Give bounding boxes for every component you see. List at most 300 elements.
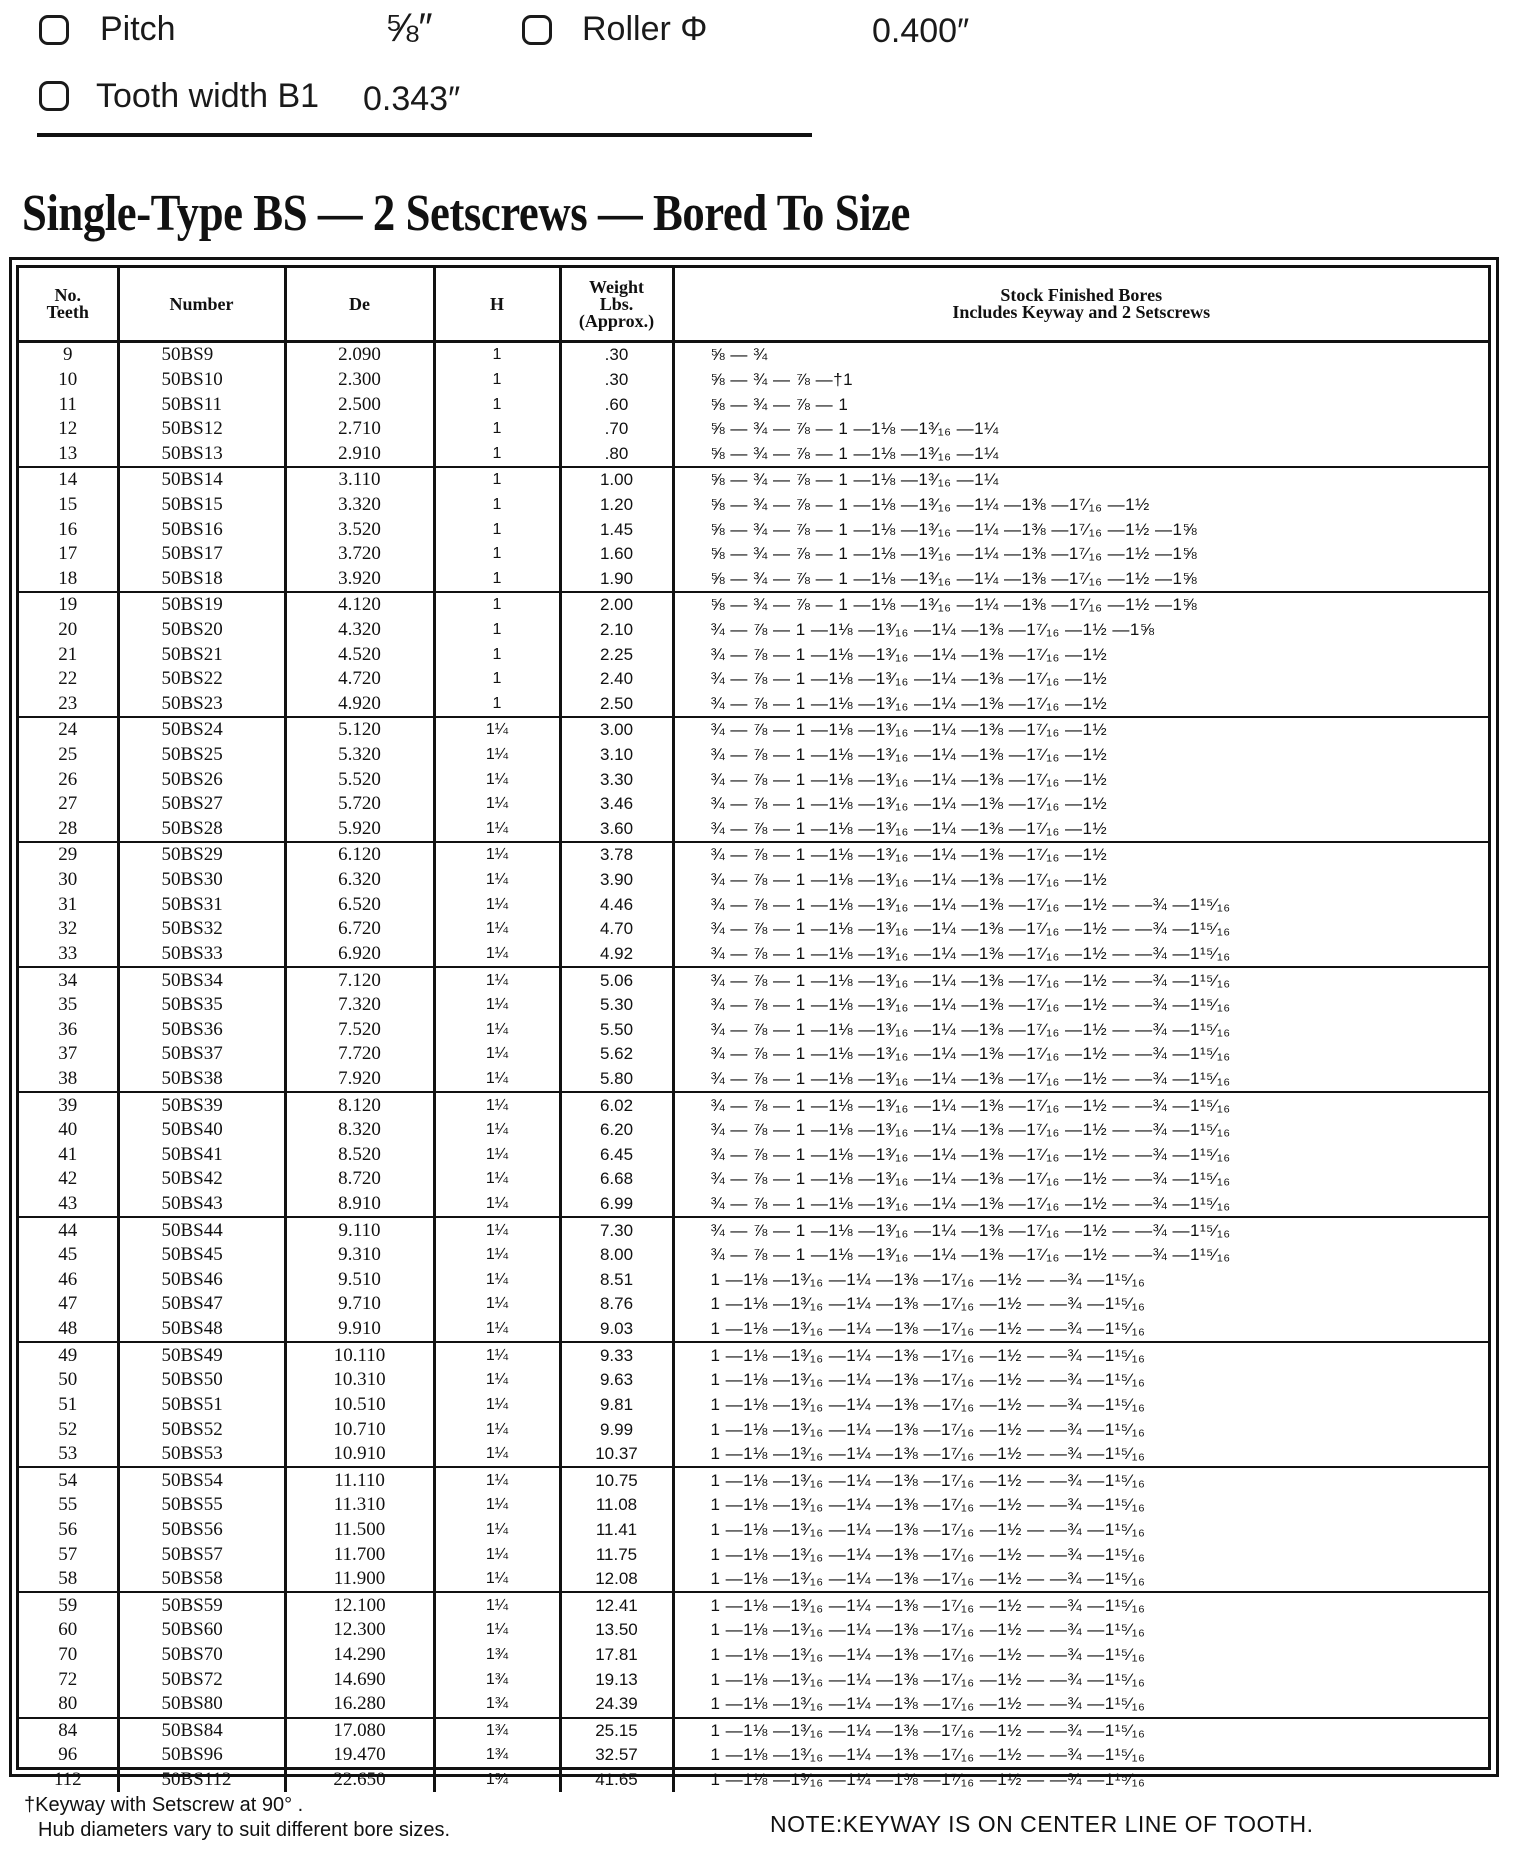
cell-number: 50BS57 <box>118 1542 285 1567</box>
cell-weight: 2.00 <box>560 592 673 618</box>
cell-h: 1¼ <box>434 1368 560 1393</box>
table-row <box>19 1643 1488 1668</box>
cell-teeth: 112 <box>53 1769 82 1791</box>
tooth-width-checkbox[interactable] <box>39 81 69 111</box>
cell-weight: 13.50 <box>560 1618 673 1643</box>
cell-de: 14.290 <box>285 1643 434 1668</box>
cell-de: 3.920 <box>285 566 434 592</box>
cell-teeth: 60 <box>58 1619 78 1641</box>
cell-bores: ⅝ — ¾ — ⅞ — 1 <box>673 392 1488 417</box>
cell-h: 1 <box>434 368 560 393</box>
cell-bores: ¾ — ⅞ — 1 —1⅛ —1³⁄₁₆ —1¼ —1⅜ —1⁷⁄₁₆ —1½ — —¾ —1¹⁵⁄₁₆ <box>673 1092 1488 1118</box>
roller-value: 0.400″ <box>872 12 970 50</box>
cell-bores: ¾ — ⅞ — 1 —1⅛ —1³⁄₁₆ —1¼ —1⅜ —1⁷⁄₁₆ —1½ — —¾ —1¹⁵⁄₁₆ <box>673 1217 1488 1243</box>
cell-h: 1¾ <box>434 1643 560 1668</box>
cell-bores: 1 —1⅛ —1³⁄₁₆ —1¼ —1⅜ —1⁷⁄₁₆ —1½ — —¾ —1¹⁵⁄₁₆ <box>673 1467 1488 1493</box>
cell-bores: ¾ — ⅞ — 1 —1⅛ —1³⁄₁₆ —1¼ —1⅜ —1⁷⁄₁₆ —1½ <box>673 792 1488 817</box>
cell-h: 1 <box>434 692 560 718</box>
cell-number: 50BS54 <box>118 1467 285 1493</box>
cell-number: 50BS10 <box>118 368 285 393</box>
sprocket-table <box>16 265 1491 1791</box>
cell-de: 14.690 <box>285 1667 434 1692</box>
cell-h: 1 <box>434 392 560 417</box>
cell-weight: 1.60 <box>560 542 673 567</box>
cell-h: 1¼ <box>434 792 560 817</box>
cell-weight: 6.68 <box>560 1167 673 1192</box>
cell-weight: 4.46 <box>560 892 673 917</box>
cell-h: 1¼ <box>434 1292 560 1317</box>
cell-h: 1¼ <box>434 842 560 868</box>
table-row <box>19 1143 1488 1168</box>
cell-number: 50BS14 <box>118 467 285 493</box>
cell-teeth: 13 <box>19 441 118 467</box>
table-row <box>19 1692 1488 1718</box>
cell-h: 1¼ <box>434 1217 560 1243</box>
cell-de: 10.710 <box>285 1417 434 1442</box>
cell-number: 50BS26 <box>118 767 285 792</box>
cell-bores: ¾ — ⅞ — 1 —1⅛ —1³⁄₁₆ —1¼ —1⅜ —1⁷⁄₁₆ —1½ <box>673 642 1488 667</box>
cell-bores: ⅝ — ¾ — ⅞ — 1 —1⅛ —1³⁄₁₆ —1¼ <box>673 467 1488 493</box>
cell-number: 50BS80 <box>118 1692 285 1718</box>
cell-number: 50BS37 <box>118 1042 285 1067</box>
cell-bores: ¾ — ⅞ — 1 —1⅛ —1³⁄₁₆ —1¼ —1⅜ —1⁷⁄₁₆ —1½ — —¾ —1¹⁵⁄₁₆ <box>673 1192 1488 1218</box>
cell-teeth: 59 <box>58 1594 78 1616</box>
cell-teeth: 46 <box>58 1268 78 1290</box>
cell-de: 12.100 <box>285 1592 434 1618</box>
cell-number: 50BS70 <box>118 1643 285 1668</box>
cell-weight: 11.75 <box>560 1542 673 1567</box>
cell-weight: 3.10 <box>560 743 673 768</box>
cell-teeth: 52 <box>58 1418 78 1440</box>
cell-weight: 3.90 <box>560 868 673 893</box>
cell-number: 50BS25 <box>118 743 285 768</box>
cell-weight: 9.03 <box>560 1317 673 1343</box>
cell-bores: ⅝ — ¾ — ⅞ — 1 —1⅛ —1³⁄₁₆ —1¼ —1⅜ —1⁷⁄₁₆ —1½ <box>673 493 1488 518</box>
cell-de: 6.720 <box>285 917 434 942</box>
table-row <box>19 993 1488 1018</box>
cell-teeth: 72 <box>58 1668 78 1690</box>
cell-teeth: 31 <box>58 893 78 915</box>
cell-bores: ¾ — ⅞ — 1 —1⅛ —1³⁄₁₆ —1¼ —1⅜ —1⁷⁄₁₆ —1½ — —¾ —1¹⁵⁄₁₆ <box>673 1042 1488 1067</box>
cell-teeth: 19 <box>58 594 78 616</box>
pitch-checkbox[interactable] <box>39 15 69 45</box>
footnote-keyway: †Keyway with Setscrew at 90° . <box>24 1794 304 1816</box>
cell-number: 50BS35 <box>118 993 285 1018</box>
cell-teeth: 21 <box>58 643 78 665</box>
cell-bores: ¾ — ⅞ — 1 —1⅛ —1³⁄₁₆ —1¼ —1⅜ —1⁷⁄₁₆ —1½ — —¾ —1¹⁵⁄₁₆ <box>673 1067 1488 1093</box>
cell-number: 50BS12 <box>118 417 285 442</box>
cell-de: 5.320 <box>285 743 434 768</box>
table-row <box>19 342 1488 368</box>
cell-weight: 17.81 <box>560 1643 673 1668</box>
cell-weight: 1.90 <box>560 566 673 592</box>
cell-number: 50BS42 <box>118 1167 285 1192</box>
cell-number: 50BS21 <box>118 642 285 667</box>
cell-de: 16.280 <box>285 1692 434 1718</box>
cell-de: 2.090 <box>285 342 434 368</box>
cell-number: 50BS44 <box>118 1217 285 1243</box>
cell-number: 50BS22 <box>118 667 285 692</box>
table-row <box>19 1667 1488 1692</box>
cell-number: 50BS31 <box>118 892 285 917</box>
cell-teeth: 50 <box>58 1369 78 1391</box>
cell-teeth: 18 <box>19 566 118 592</box>
cell-number: 50BS9 <box>118 342 285 368</box>
cell-teeth: 34 <box>58 969 78 991</box>
cell-teeth: 23 <box>19 692 118 718</box>
cell-weight: 32.57 <box>560 1743 673 1768</box>
cell-de: 9.110 <box>285 1217 434 1243</box>
cell-de: 2.910 <box>285 441 434 467</box>
cell-teeth: 53 <box>19 1442 118 1468</box>
cell-teeth: 12 <box>58 418 78 440</box>
cell-weight: 9.33 <box>560 1342 673 1368</box>
cell-number: 50BS48 <box>118 1317 285 1343</box>
cell-de: 6.120 <box>285 842 434 868</box>
cell-de: 2.500 <box>285 392 434 417</box>
cell-de: 5.520 <box>285 767 434 792</box>
cell-de: 4.920 <box>285 692 434 718</box>
cell-de: 4.720 <box>285 667 434 692</box>
cell-bores: ¾ — ⅞ — 1 —1⅛ —1³⁄₁₆ —1¼ —1⅜ —1⁷⁄₁₆ —1½ <box>673 743 1488 768</box>
cell-number: 50BS38 <box>118 1067 285 1093</box>
table-row <box>19 1017 1488 1042</box>
cell-number: 50BS28 <box>118 817 285 843</box>
cell-h: 1¼ <box>434 1017 560 1042</box>
cell-h: 1¾ <box>434 1718 560 1744</box>
table-row <box>19 892 1488 917</box>
cell-de: 11.900 <box>285 1567 434 1593</box>
table-row <box>19 942 1488 968</box>
cell-bores: ⅝ — ¾ — ⅞ — 1 —1⅛ —1³⁄₁₆ —1¼ —1⅜ —1⁷⁄₁₆ —1½ —1⅝ <box>673 566 1488 592</box>
cell-bores: 1 —1⅛ —1³⁄₁₆ —1¼ —1⅜ —1⁷⁄₁₆ —1½ — —¾ —1¹⁵⁄₁₆ <box>673 1442 1488 1468</box>
cell-h: 1¼ <box>434 942 560 968</box>
header-h: H <box>434 268 560 342</box>
cell-teeth: 51 <box>58 1393 78 1415</box>
cell-teeth: 26 <box>58 768 78 790</box>
cell-h: 1¼ <box>434 1092 560 1118</box>
cell-bores: 1 —1⅛ —1³⁄₁₆ —1¼ —1⅜ —1⁷⁄₁₆ —1½ — —¾ —1¹⁵⁄₁₆ <box>673 1417 1488 1442</box>
cell-number: 50BS49 <box>118 1342 285 1368</box>
header-number: Number <box>118 268 285 342</box>
table-row <box>19 1317 1488 1343</box>
cell-h: 1 <box>434 566 560 592</box>
cell-de: 5.720 <box>285 792 434 817</box>
table-row <box>19 868 1488 893</box>
cell-h: 1¼ <box>434 743 560 768</box>
cell-h: 1¼ <box>434 917 560 942</box>
cell-bores: ¾ — ⅞ — 1 —1⅛ —1³⁄₁₆ —1¼ —1⅜ —1⁷⁄₁₆ —1½ <box>673 667 1488 692</box>
cell-weight: 4.70 <box>560 917 673 942</box>
cell-bores: ⅝ — ¾ <box>673 342 1488 368</box>
cell-de: 3.520 <box>285 517 434 542</box>
table-row <box>19 517 1488 542</box>
cell-teeth: 47 <box>58 1293 78 1315</box>
cell-teeth: 17 <box>58 543 78 565</box>
header-stock-bores: Stock Finished Bores Includes Keyway and 2 Setscrews <box>673 268 1488 342</box>
cell-bores: 1 —1⅛ —1³⁄₁₆ —1¼ —1⅜ —1⁷⁄₁₆ —1½ — —¾ —1¹⁵⁄₁₆ <box>673 1643 1488 1668</box>
cell-h: 1 <box>434 441 560 467</box>
cell-number: 50BS27 <box>118 792 285 817</box>
cell-number: 50BS53 <box>118 1442 285 1468</box>
cell-number: 50BS19 <box>118 592 285 618</box>
table-row <box>19 692 1488 718</box>
cell-number: 50BS58 <box>118 1567 285 1593</box>
cell-number: 50BS59 <box>118 1592 285 1618</box>
cell-h: 1¼ <box>434 1518 560 1543</box>
cell-weight: 8.51 <box>560 1268 673 1293</box>
table-row <box>19 1092 1488 1118</box>
table-row <box>19 1368 1488 1393</box>
cell-weight: 2.50 <box>560 692 673 718</box>
cell-number: 50BS34 <box>118 967 285 993</box>
cell-weight: 1.45 <box>560 517 673 542</box>
cell-de: 4.520 <box>285 642 434 667</box>
cell-de: 9.310 <box>285 1243 434 1268</box>
table-row <box>19 1417 1488 1442</box>
cell-number: 50BS15 <box>118 493 285 518</box>
cell-de: 22.650 <box>285 1768 434 1793</box>
cell-number: 50BS18 <box>118 566 285 592</box>
cell-number: 50BS52 <box>118 1417 285 1442</box>
cell-teeth: 14 <box>58 469 78 491</box>
cell-number: 50BS39 <box>118 1092 285 1118</box>
cell-bores: 1 —1⅛ —1³⁄₁₆ —1¼ —1⅜ —1⁷⁄₁₆ —1½ — —¾ —1¹⁵⁄₁₆ <box>673 1292 1488 1317</box>
cell-de: 8.720 <box>285 1167 434 1192</box>
cell-teeth: 41 <box>58 1143 78 1165</box>
cell-h: 1¼ <box>434 1467 560 1493</box>
cell-de: 19.470 <box>285 1743 434 1768</box>
cell-bores: ⅝ — ¾ — ⅞ — 1 —1⅛ —1³⁄₁₆ —1¼ —1⅜ —1⁷⁄₁₆ —1½ —1⅝ <box>673 517 1488 542</box>
cell-bores: ¾ — ⅞ — 1 —1⅛ —1³⁄₁₆ —1¼ —1⅜ —1⁷⁄₁₆ —1½ — —¾ —1¹⁵⁄₁₆ <box>673 917 1488 942</box>
table-row <box>19 1243 1488 1268</box>
cell-bores: 1 —1⅛ —1³⁄₁₆ —1¼ —1⅜ —1⁷⁄₁₆ —1½ — —¾ —1¹⁵⁄₁₆ <box>673 1393 1488 1418</box>
cell-teeth: 80 <box>19 1692 118 1718</box>
pitch-value: ⅝″ <box>385 6 433 50</box>
table-row <box>19 917 1488 942</box>
page-title: Single-Type BS — 2 Setscrews — Bored To Size <box>22 185 910 242</box>
cell-teeth: 33 <box>19 942 118 968</box>
header-weight: Weight Lbs. (Approx.) <box>560 268 673 342</box>
cell-de: 9.510 <box>285 1268 434 1293</box>
table-row <box>19 493 1488 518</box>
cell-h: 1 <box>434 467 560 493</box>
cell-de: 10.510 <box>285 1393 434 1418</box>
cell-bores: 1 —1⅛ —1³⁄₁₆ —1¼ —1⅜ —1⁷⁄₁₆ —1½ — —¾ —1¹⁵⁄₁₆ <box>673 1268 1488 1293</box>
table-row <box>19 842 1488 868</box>
cell-teeth: 42 <box>58 1168 78 1190</box>
cell-de: 10.110 <box>285 1342 434 1368</box>
cell-weight: 9.63 <box>560 1368 673 1393</box>
cell-weight: 2.40 <box>560 667 673 692</box>
cell-number: 50BS45 <box>118 1243 285 1268</box>
keyway-note: NOTE:KEYWAY IS ON CENTER LINE OF TOOTH. <box>770 1811 1314 1837</box>
cell-weight: 3.60 <box>560 817 673 843</box>
cell-bores: ¾ — ⅞ — 1 —1⅛ —1³⁄₁₆ —1¼ —1⅜ —1⁷⁄₁₆ —1½ <box>673 767 1488 792</box>
cell-bores: 1 —1⅛ —1³⁄₁₆ —1¼ —1⅜ —1⁷⁄₁₆ —1½ — —¾ —1¹⁵⁄₁₆ <box>673 1768 1488 1793</box>
cell-teeth: 39 <box>58 1094 78 1116</box>
cell-de: 4.120 <box>285 592 434 618</box>
cell-h: 1¼ <box>434 868 560 893</box>
cell-bores: ¾ — ⅞ — 1 —1⅛ —1³⁄₁₆ —1¼ —1⅜ —1⁷⁄₁₆ —1½ — —¾ —1¹⁵⁄₁₆ <box>673 1017 1488 1042</box>
cell-de: 11.110 <box>285 1467 434 1493</box>
cell-number: 50BS84 <box>118 1718 285 1744</box>
cell-teeth: 9 <box>63 344 73 366</box>
cell-de: 9.710 <box>285 1292 434 1317</box>
cell-weight: 5.62 <box>560 1042 673 1067</box>
cell-weight: 1.20 <box>560 493 673 518</box>
cell-h: 1¾ <box>434 1768 560 1793</box>
table-row <box>19 618 1488 643</box>
cell-teeth: 36 <box>58 1018 78 1040</box>
table-row <box>19 1067 1488 1093</box>
cell-weight: 5.80 <box>560 1067 673 1093</box>
cell-h: 1¼ <box>434 1493 560 1518</box>
cell-number: 50BS51 <box>118 1393 285 1418</box>
cell-de: 2.710 <box>285 417 434 442</box>
cell-de: 6.320 <box>285 868 434 893</box>
cell-h: 1¼ <box>434 1317 560 1343</box>
cell-h: 1¼ <box>434 1167 560 1192</box>
table-row <box>19 792 1488 817</box>
table-row <box>19 566 1488 592</box>
cell-bores: 1 —1⅛ —1³⁄₁₆ —1¼ —1⅜ —1⁷⁄₁₆ —1½ — —¾ —1¹⁵⁄₁₆ <box>673 1567 1488 1593</box>
cell-bores: ⅝ — ¾ — ⅞ — 1 —1⅛ —1³⁄₁₆ —1¼ —1⅜ —1⁷⁄₁₆ —1½ —1⅝ <box>673 592 1488 618</box>
table-row <box>19 1167 1488 1192</box>
cell-h: 1¾ <box>434 1692 560 1718</box>
cell-weight: 3.78 <box>560 842 673 868</box>
cell-weight: 6.02 <box>560 1092 673 1118</box>
cell-bores: ¾ — ⅞ — 1 —1⅛ —1³⁄₁₆ —1¼ —1⅜ —1⁷⁄₁₆ —1½ —1⅝ <box>673 618 1488 643</box>
cell-weight: 6.45 <box>560 1143 673 1168</box>
cell-bores: ¾ — ⅞ — 1 —1⅛ —1³⁄₁₆ —1¼ —1⅜ —1⁷⁄₁₆ —1½ <box>673 692 1488 718</box>
cell-bores: 1 —1⅛ —1³⁄₁₆ —1¼ —1⅜ —1⁷⁄₁₆ —1½ — —¾ —1¹⁵⁄₁₆ <box>673 1342 1488 1368</box>
cell-teeth: 44 <box>58 1219 78 1241</box>
cell-weight: 12.41 <box>560 1592 673 1618</box>
cell-number: 50BS43 <box>118 1192 285 1218</box>
cell-weight: 4.92 <box>560 942 673 968</box>
table-row <box>19 467 1488 493</box>
table-row <box>19 1442 1488 1468</box>
cell-de: 8.910 <box>285 1192 434 1218</box>
cell-h: 1¼ <box>434 967 560 993</box>
cell-teeth: 25 <box>58 744 78 766</box>
table-row <box>19 717 1488 743</box>
table-row <box>19 1292 1488 1317</box>
cell-weight: 2.10 <box>560 618 673 643</box>
cell-number: 50BS55 <box>118 1493 285 1518</box>
cell-weight: 8.76 <box>560 1292 673 1317</box>
cell-number: 50BS46 <box>118 1268 285 1293</box>
cell-weight: 11.08 <box>560 1493 673 1518</box>
cell-bores: 1 —1⅛ —1³⁄₁₆ —1¼ —1⅜ —1⁷⁄₁₆ —1½ — —¾ —1¹⁵⁄₁₆ <box>673 1592 1488 1618</box>
cell-h: 1¼ <box>434 1542 560 1567</box>
cell-h: 1¼ <box>434 1417 560 1442</box>
cell-weight: 3.46 <box>560 792 673 817</box>
cell-teeth: 56 <box>58 1518 78 1540</box>
cell-weight: 10.75 <box>560 1467 673 1493</box>
cell-number: 50BS72 <box>118 1667 285 1692</box>
cell-weight: .70 <box>560 417 673 442</box>
cell-de: 7.120 <box>285 967 434 993</box>
cell-weight: 9.81 <box>560 1393 673 1418</box>
cell-teeth: 48 <box>19 1317 118 1343</box>
cell-weight: 19.13 <box>560 1667 673 1692</box>
cell-h: 1¼ <box>434 1342 560 1368</box>
cell-de: 10.910 <box>285 1442 434 1468</box>
cell-de: 8.320 <box>285 1118 434 1143</box>
cell-weight: 6.20 <box>560 1118 673 1143</box>
cell-teeth: 11 <box>58 393 77 415</box>
cell-number: 50BS41 <box>118 1143 285 1168</box>
table-row <box>19 1618 1488 1643</box>
table-row <box>19 817 1488 843</box>
cell-bores: 1 —1⅛ —1³⁄₁₆ —1¼ —1⅜ —1⁷⁄₁₆ —1½ — —¾ —1¹⁵⁄₁₆ <box>673 1618 1488 1643</box>
cell-teeth: 10 <box>58 368 78 390</box>
cell-de: 6.520 <box>285 892 434 917</box>
cell-h: 1 <box>434 542 560 567</box>
cell-de: 3.110 <box>285 467 434 493</box>
cell-bores: 1 —1⅛ —1³⁄₁₆ —1¼ —1⅜ —1⁷⁄₁₆ —1½ — —¾ —1¹⁵⁄₁₆ <box>673 1518 1488 1543</box>
cell-number: 50BS47 <box>118 1292 285 1317</box>
roller-checkbox[interactable] <box>522 15 552 45</box>
cell-teeth: 15 <box>58 493 78 515</box>
cell-h: 1 <box>434 592 560 618</box>
cell-h: 1 <box>434 342 560 368</box>
cell-teeth: 58 <box>19 1567 118 1593</box>
cell-de: 9.910 <box>285 1317 434 1343</box>
cell-h: 1¾ <box>434 1667 560 1692</box>
cell-number: 50BS11 <box>118 392 285 417</box>
cell-h: 1¼ <box>434 1067 560 1093</box>
table-row <box>19 1567 1488 1593</box>
cell-h: 1¼ <box>434 1042 560 1067</box>
cell-h: 1 <box>434 517 560 542</box>
cell-bores: ⅝ — ¾ — ⅞ — 1 —1⅛ —1³⁄₁₆ —1¼ <box>673 417 1488 442</box>
cell-h: 1¼ <box>434 717 560 743</box>
cell-number: 50BS13 <box>118 441 285 467</box>
cell-weight: 2.25 <box>560 642 673 667</box>
cell-number: 50BS20 <box>118 618 285 643</box>
cell-weight: 6.99 <box>560 1192 673 1218</box>
cell-teeth: 24 <box>58 719 78 741</box>
cell-weight: 5.06 <box>560 967 673 993</box>
cell-h: 1¼ <box>434 1567 560 1593</box>
cell-number: 50BS29 <box>118 842 285 868</box>
cell-weight: 11.41 <box>560 1518 673 1543</box>
cell-teeth: 35 <box>58 994 78 1016</box>
table-row <box>19 1118 1488 1143</box>
cell-teeth: 20 <box>58 619 78 640</box>
table-row <box>19 1192 1488 1218</box>
cell-de: 3.720 <box>285 542 434 567</box>
cell-weight: 10.37 <box>560 1442 673 1468</box>
cell-h: 1¼ <box>434 1243 560 1268</box>
cell-number: 50BS23 <box>118 692 285 718</box>
cell-bores: 1 —1⅛ —1³⁄₁₆ —1¼ —1⅜ —1⁷⁄₁₆ —1½ — —¾ —1¹⁵⁄₁₆ <box>673 1542 1488 1567</box>
cell-teeth: 43 <box>19 1192 118 1218</box>
cell-bores: 1 —1⅛ —1³⁄₁₆ —1¼ —1⅜ —1⁷⁄₁₆ —1½ — —¾ —1¹⁵⁄₁₆ <box>673 1317 1488 1343</box>
cell-h: 1 <box>434 417 560 442</box>
cell-de: 11.310 <box>285 1493 434 1518</box>
cell-number: 50BS17 <box>118 542 285 567</box>
cell-teeth: 27 <box>58 793 78 815</box>
cell-h: 1¼ <box>434 1268 560 1293</box>
cell-h: 1¼ <box>434 1592 560 1618</box>
table-row <box>19 392 1488 417</box>
cell-bores: ¾ — ⅞ — 1 —1⅛ —1³⁄₁₆ —1¼ —1⅜ —1⁷⁄₁₆ —1½ — —¾ —1¹⁵⁄₁₆ <box>673 942 1488 968</box>
cell-h: 1¼ <box>434 1618 560 1643</box>
